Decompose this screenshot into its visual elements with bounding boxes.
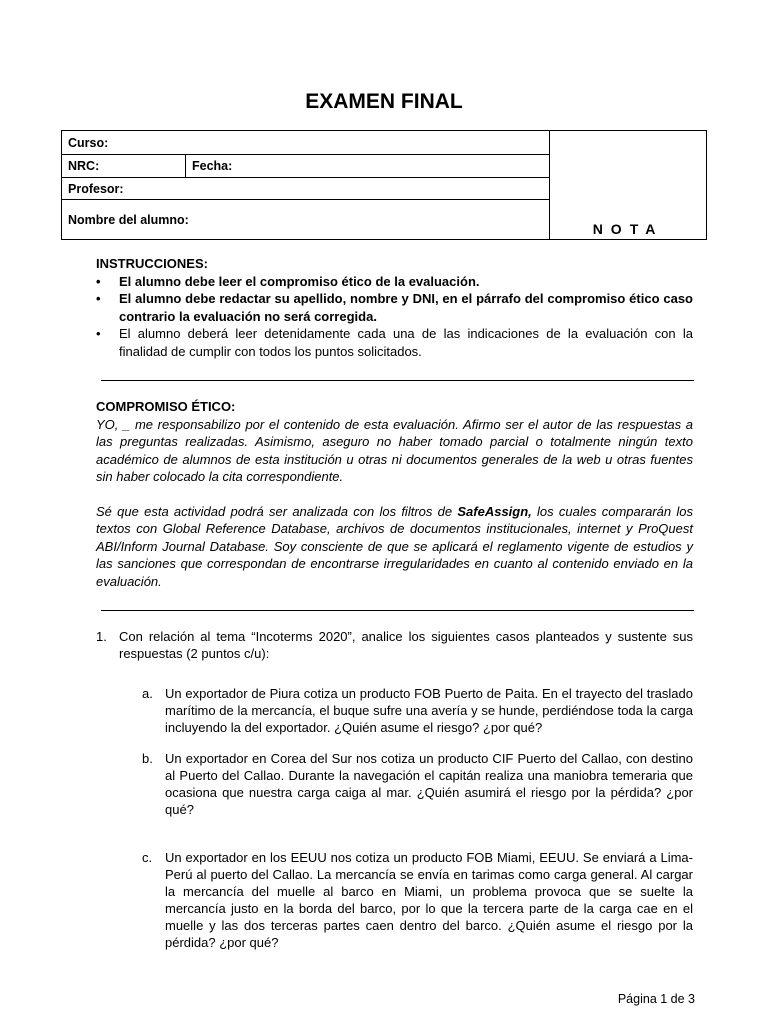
questions-section	[96, 628, 693, 951]
exam-title: EXAMEN FINAL	[305, 90, 463, 113]
case-text: Un exportador en Corea del Sur nos cotiza un producto CIF Puerto del Callao, con destino al Puerto del Callao. Durante la navegación el capitán realiza una maniobra temeraria que ocasiona que nuestra carga caiga al mar. ¿Quién asumirá el riesgo por la pérdida? ¿por qué?	[165, 751, 693, 817]
instruction-item: • El alumno debe leer el compromiso ético de la evaluación.	[96, 273, 693, 291]
page-number: Página 1 de 3	[617, 992, 695, 1006]
nrc-label: NRC:	[68, 159, 100, 173]
instructions-section	[96, 255, 693, 360]
profesor-field[interactable]	[62, 178, 550, 200]
curso-field[interactable]	[62, 131, 550, 155]
fecha-field[interactable]	[186, 155, 550, 178]
case-letter: a.	[142, 686, 153, 701]
profesor-label: Profesor:	[68, 181, 124, 196]
ethics-heading: COMPROMISO ÉTICO:	[96, 399, 236, 414]
ethics-p2-start: Sé que esta actividad podrá ser analizada con los filtros de	[96, 503, 458, 519]
fecha-label: Fecha:	[192, 159, 233, 173]
case-b	[96, 750, 693, 818]
divider	[101, 610, 694, 611]
nota-label: NOTA	[592, 221, 664, 237]
ethics-section	[96, 398, 693, 590]
case-a	[96, 685, 693, 736]
student-info-box	[61, 130, 707, 240]
ethics-p2-end: los cuales compararán los textos con Global Reference Database, archivos de documentos institucionales, internet y ProQuest ABI/Inform Journal Database. Soy consciente de que se aplicará el reglamento vigente de estudios y las sanciones que correspondan de encontrarse irregularidades en cuanto al contenido enviado en la evaluación.	[96, 503, 693, 589]
question-1	[96, 628, 693, 662]
case-letter: b.	[142, 751, 153, 766]
instructions-list	[96, 273, 693, 361]
divider	[101, 380, 694, 381]
nombre-label: Nombre del alumno:	[68, 212, 189, 227]
nombre-field[interactable]	[62, 200, 550, 240]
nrc-field[interactable]	[62, 155, 186, 178]
instruction-item: • El alumno deberá leer detenidamente cada una de las indicaciones de la evaluación con la finalidad de cumplir con todos los puntos solicitados.	[96, 325, 693, 360]
case-text: Un exportador de Piura cotiza un producto FOB Puerto de Paita. En el trayecto del traslado marítimo de la mercancía, el buque sufre una avería y se hunde, perdiéndose toda la carga incluyendo la del exportador. ¿Quién asume el riesgo? ¿por qué?	[165, 686, 693, 735]
safeassign-name: SafeAssign,	[457, 503, 532, 519]
case-text: Un exportador en los EEUU nos cotiza un producto FOB Miami, EEUU. Se enviará a Lima-Perú al puerto del Callao. La mercancía se envía en tarimas como carga general. Al cargar la mercancía del muelle al barco en Miami, un problema provoca que se suelte la mercancía justo en la borda del barco, por lo que la tercera parte de la carga cae en el muelle y las dos terceras partes caen dentro del barco. ¿Quién asume el riesgo por la pérdida? ¿por qué?	[165, 850, 693, 950]
question-text: Con relación al tema “Incoterms 2020”, analice los siguientes casos planteados y sustente sus respuestas (2 puntos c/u):	[119, 629, 693, 661]
case-letter: c.	[142, 850, 153, 865]
nota-field[interactable]	[550, 131, 707, 240]
ethics-paragraph-1: YO, _ me responsabilizo por el contenido de esta evaluación. Afirmo ser el autor de las respuestas a las preguntas realizadas. Asimismo, aseguro no haber tomado parcial o totalmente ningún texto académico de alumnos de esta institución u otras ni documentos generales de la web u otras fuentes sin haber colocado la cita correspondiente.	[96, 416, 693, 484]
instruction-item: • El alumno debe redactar su apellido, nombre y DNI, en el párrafo del compromiso ético caso contrario la evaluación no será corregida.	[96, 290, 693, 325]
question-number: 1.	[96, 629, 107, 644]
curso-label: Curso:	[68, 135, 109, 150]
case-c	[96, 849, 693, 951]
instructions-heading: INSTRUCCIONES:	[96, 256, 208, 271]
ethics-paragraph-2	[96, 503, 693, 591]
